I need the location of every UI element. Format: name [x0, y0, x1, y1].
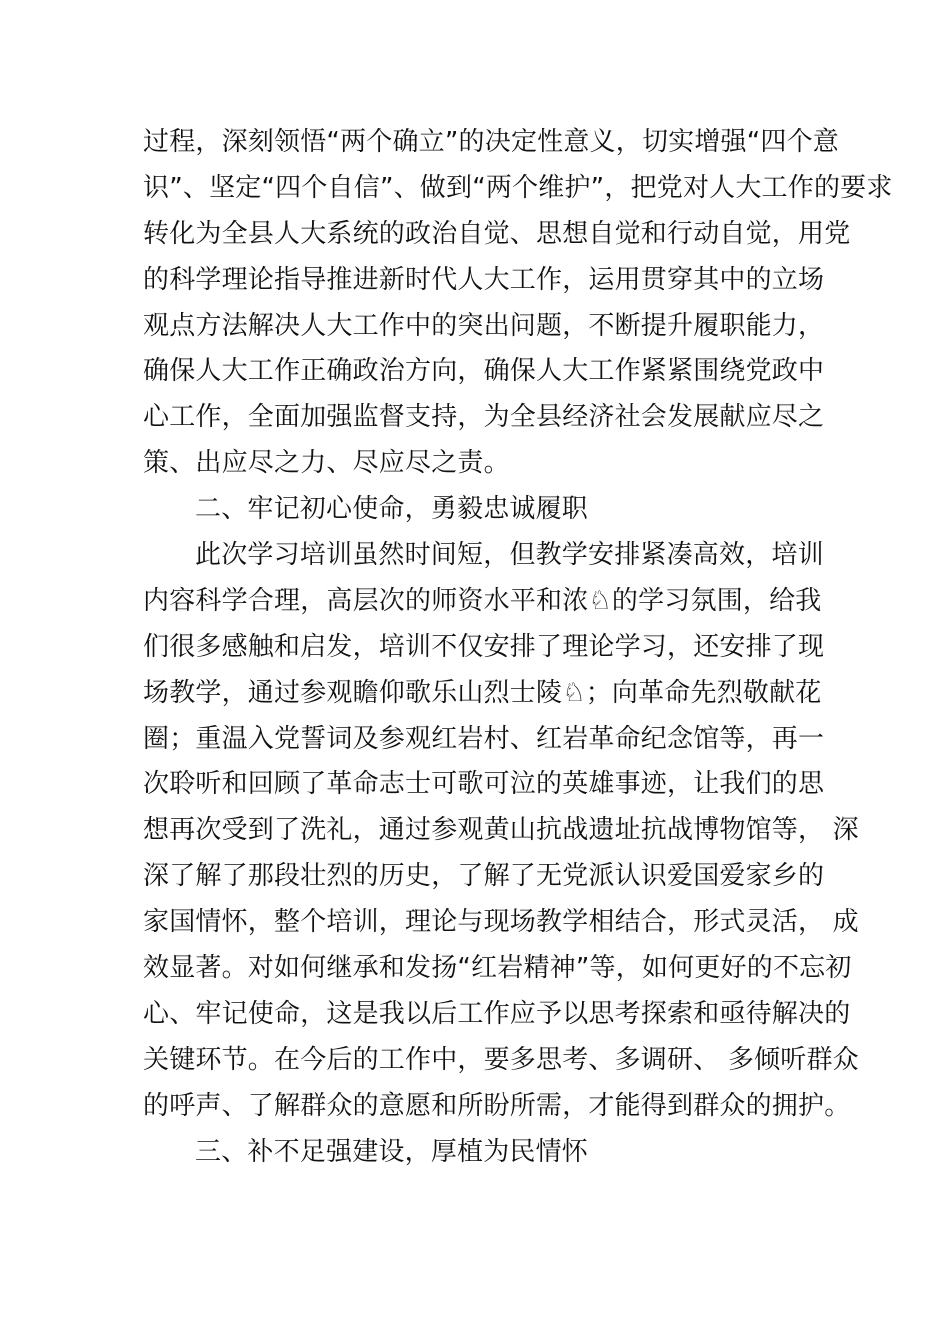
- paragraph-line: 此次学习培训虽然时间短，但教学安排紧凑高效，培训: [195, 540, 824, 571]
- paragraph-line: 的呼声、了解群众的意愿和所盼所需，才能得到群众的拥护。: [143, 1090, 851, 1121]
- paragraph-line: 的科学理论指导推进新时代人大工作，运用贯穿其中的立场: [143, 264, 825, 295]
- paragraph-line: 心、牢记使命，这是我以后工作应予以思考探索和亟待解决的: [143, 998, 851, 1029]
- paragraph-line: 家国情怀，整个培训，理论与现场教学相结合，形式灵活， 成: [143, 907, 859, 938]
- paragraph-line: 圈；重温入党誓词及参观红岩村、红岩革命纪念馆等，再一: [143, 723, 825, 754]
- paragraph-line: 想再次受到了洗礼，通过参观黄山抗战遗址抗战博物馆等， 深: [143, 815, 859, 846]
- section-heading-3: 三、补不足强建设，厚植为民情怀: [195, 1136, 589, 1167]
- paragraph-2: [143, 533, 859, 1130]
- paragraph-line: 深了解了那段壮烈的历史，了解了无党派认识爱国爱家乡的: [143, 861, 825, 892]
- section-heading-2: 二、牢记初心使命，勇毅忠诚履职: [195, 494, 589, 525]
- paragraph-line: 次聆听和回顾了革命志士可歌可泣的英雄事迹，让我们的思: [143, 769, 825, 800]
- paragraph-line: 观点方法解决人大工作中的突出问题，不断提升履职能力，: [143, 310, 825, 341]
- paragraph-line: 策、出应尽之力、尽应尽之责。: [143, 448, 510, 479]
- paragraph-1: [143, 120, 893, 487]
- document-body: [143, 120, 893, 1175]
- paragraph-line: 内容科学合理，高层次的师资水平和浓♘的学习氛围，给我: [143, 585, 822, 616]
- paragraph-line: 心工作，全面加强监督支持，为全县经济社会发展献应尽之: [143, 402, 825, 433]
- paragraph-line: 过程，深刻领悟“两个确立”的决定性意义，切实增强“四个意: [143, 127, 840, 157]
- paragraph-line: 识”、坚定“四个自信”、做到“两个维护”，把党对人大工作的要求: [143, 172, 893, 203]
- paragraph-line: 关键环节。在今后的工作中，要多思考、多调研、 多倾听群众: [143, 1044, 859, 1075]
- paragraph-line: 场教学，通过参观瞻仰歌乐山烈士陵♘；向革命先烈敬献花: [143, 677, 822, 708]
- paragraph-line: 效显著。对如何继承和发扬“红岩精神”等，如何更好的不忘初: [143, 953, 852, 984]
- paragraph-line: 确保人大工作正确政治方向，确保人大工作紧紧围绕党政中: [143, 356, 825, 387]
- paragraph-line: 转化为全县人大系统的政治自觉、思想自觉和行动自觉，用党: [143, 218, 851, 249]
- paragraph-line: 们很多感触和启发，培训不仅安排了理论学习，还安排了现: [143, 631, 825, 662]
